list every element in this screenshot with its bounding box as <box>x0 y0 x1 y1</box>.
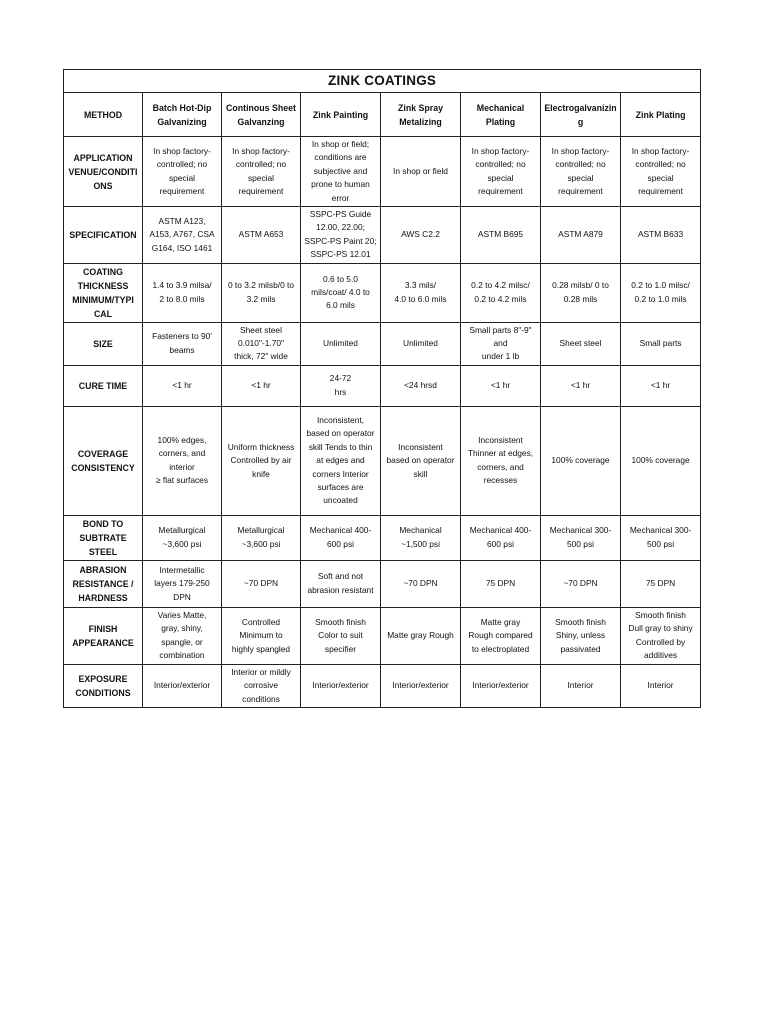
column-header: Mechanical Plating <box>461 93 541 137</box>
column-header: Continous Sheet Galvanzing <box>222 93 301 137</box>
column-header: Zink Painting <box>301 93 381 137</box>
table-title: ZINK COATINGS <box>64 70 701 93</box>
table-cell: Metallurgical ~3,600 psi <box>222 515 301 560</box>
table-row <box>64 607 701 664</box>
table-cell: ASTM A123, A153, A767, CSA G164, ISO 1461 <box>143 207 222 264</box>
table-row <box>64 664 701 707</box>
table-cell: 75 DPN <box>621 560 701 607</box>
row-header: SIZE <box>64 322 143 365</box>
row-header: EXPOSURE CONDITIONS <box>64 664 143 707</box>
row-header: SPECIFICATION <box>64 207 143 264</box>
table-cell: Smooth finish Color to suit specifier <box>301 607 381 664</box>
table-cell: Interior/exterior <box>143 664 222 707</box>
table-cell: Sheet steel 0.010"-1.70" thick, 72" wide <box>222 322 301 365</box>
zink-coatings-table <box>63 69 701 708</box>
row-header: COVERAGE CONSISTENCY <box>64 406 143 515</box>
table-cell: Matte gray Rough <box>381 607 461 664</box>
table-cell: Smooth finish Dull gray to shiny Controlled by additives <box>621 607 701 664</box>
table-cell: Small parts <box>621 322 701 365</box>
row-header: FINISH APPEARANCE <box>64 607 143 664</box>
table-cell: Unlimited <box>381 322 461 365</box>
table-cell: Mechanical 300- 500 psi <box>621 515 701 560</box>
table-cell: 100% edges, corners, and interior ≥ flat surfaces <box>143 406 222 515</box>
table-cell: ASTM B695 <box>461 207 541 264</box>
table-cell: Fasteners to 90' beams <box>143 322 222 365</box>
table-cell: Mechanical 400- 600 psi <box>301 515 381 560</box>
column-header: Electrogalvanizin g <box>541 93 621 137</box>
table-cell: In shop or field; conditions are subjective and prone to human error <box>301 137 381 207</box>
table-row <box>64 365 701 406</box>
table-cell: ~70 DPN <box>541 560 621 607</box>
table-cell: 0.6 to 5.0 mils/coat/ 4.0 to 6.0 mils <box>301 263 381 322</box>
table-cell: Varies Matte, gray, shiny, spangle, or combination <box>143 607 222 664</box>
table-row <box>64 207 701 264</box>
table-cell: Inconsistent, based on operator skill Tends to thin at edges and corners Interior surfaces are uncoated <box>301 406 381 515</box>
table-cell: Smooth finish Shiny, unless passivated <box>541 607 621 664</box>
table-cell: <1 hr <box>541 365 621 406</box>
row-header: COATING THICKNESS MINIMUM/TYPI CAL <box>64 263 143 322</box>
table-cell: Soft and not abrasion resistant <box>301 560 381 607</box>
column-header: Batch Hot-Dip Galvanizing <box>143 93 222 137</box>
table-cell: In shop or field <box>381 137 461 207</box>
table-cell: Interior/exterior <box>461 664 541 707</box>
table-cell: 24-72 hrs <box>301 365 381 406</box>
table-cell: ASTM A653 <box>222 207 301 264</box>
table-cell: <24 hrsd <box>381 365 461 406</box>
table-cell: ~70 DPN <box>381 560 461 607</box>
method-header: METHOD <box>64 93 143 137</box>
table-cell: Mechanical 300- 500 psi <box>541 515 621 560</box>
table-cell: 0.2 to 1.0 milsc/ 0.2 to 1.0 mils <box>621 263 701 322</box>
table-cell: ASTM B633 <box>621 207 701 264</box>
table-cell: Matte gray Rough compared to electroplated <box>461 607 541 664</box>
row-header: ABRASION RESISTANCE / HARDNESS <box>64 560 143 607</box>
table-cell: AWS C2.2 <box>381 207 461 264</box>
table-cell: <1 hr <box>222 365 301 406</box>
table-cell: 1.4 to 3.9 milsa/ 2 to 8.0 mils <box>143 263 222 322</box>
table-cell: Interior/exterior <box>301 664 381 707</box>
table-cell: Interior or mildly corrosive conditions <box>222 664 301 707</box>
table-row <box>64 560 701 607</box>
table-cell: 100% coverage <box>621 406 701 515</box>
row-header: BOND TO SUBTRATE STEEL <box>64 515 143 560</box>
table-cell: Intermetallic layers 179-250 DPN <box>143 560 222 607</box>
column-header: Zink Plating <box>621 93 701 137</box>
table-cell: ASTM A879 <box>541 207 621 264</box>
table-cell: SSPC-PS Guide 12.00, 22.00; SSPC-PS Paint 20; SSPC-PS 12.01 <box>301 207 381 264</box>
table-cell: Interior/exterior <box>381 664 461 707</box>
table-cell: Small parts 8"-9" and under 1 lb <box>461 322 541 365</box>
table-cell: In shop factory- controlled; no special requirement <box>461 137 541 207</box>
table-cell: 0.28 milsb/ 0 to 0.28 mils <box>541 263 621 322</box>
column-header: Zink Spray Metalizing <box>381 93 461 137</box>
table-cell: In shop factory- controlled; no special requirement <box>222 137 301 207</box>
table-cell: In shop factory- controlled; no special requirement <box>621 137 701 207</box>
table-cell: Unlimited <box>301 322 381 365</box>
table-cell: <1 hr <box>143 365 222 406</box>
table-cell: 75 DPN <box>461 560 541 607</box>
table-cell: Sheet steel <box>541 322 621 365</box>
table-row <box>64 322 701 365</box>
table-cell: <1 hr <box>461 365 541 406</box>
table-row <box>64 406 701 515</box>
table-row <box>64 263 701 322</box>
table-cell: Uniform thickness Controlled by air knife <box>222 406 301 515</box>
table-cell: Interior <box>541 664 621 707</box>
table-cell: In shop factory- controlled; no special requirement <box>541 137 621 207</box>
table-cell: Inconsistent Thinner at edges, corners, and recesses <box>461 406 541 515</box>
table-cell: Controlled Minimum to highly spangled <box>222 607 301 664</box>
table-cell: 100% coverage <box>541 406 621 515</box>
table-cell: <1 hr <box>621 365 701 406</box>
table-cell: Inconsistent based on operator skill <box>381 406 461 515</box>
table-cell: ~70 DPN <box>222 560 301 607</box>
table-cell: 0.2 to 4.2 milsc/ 0.2 to 4.2 mils <box>461 263 541 322</box>
table-cell: Mechanical 400- 600 psi <box>461 515 541 560</box>
table-row <box>64 137 701 207</box>
header-row <box>64 93 701 137</box>
table-cell: 0 to 3.2 milsb/0 to 3.2 mils <box>222 263 301 322</box>
table-cell: 3.3 mils/ 4.0 to 6.0 mils <box>381 263 461 322</box>
table-row <box>64 515 701 560</box>
table-cell: Interior <box>621 664 701 707</box>
table-cell: Mechanical ~1,500 psi <box>381 515 461 560</box>
table-cell: In shop factory- controlled; no special requirement <box>143 137 222 207</box>
row-header: APPLICATION VENUE/CONDITI ONS <box>64 137 143 207</box>
table-cell: Metallurgical ~3,600 psi <box>143 515 222 560</box>
row-header: CURE TIME <box>64 365 143 406</box>
